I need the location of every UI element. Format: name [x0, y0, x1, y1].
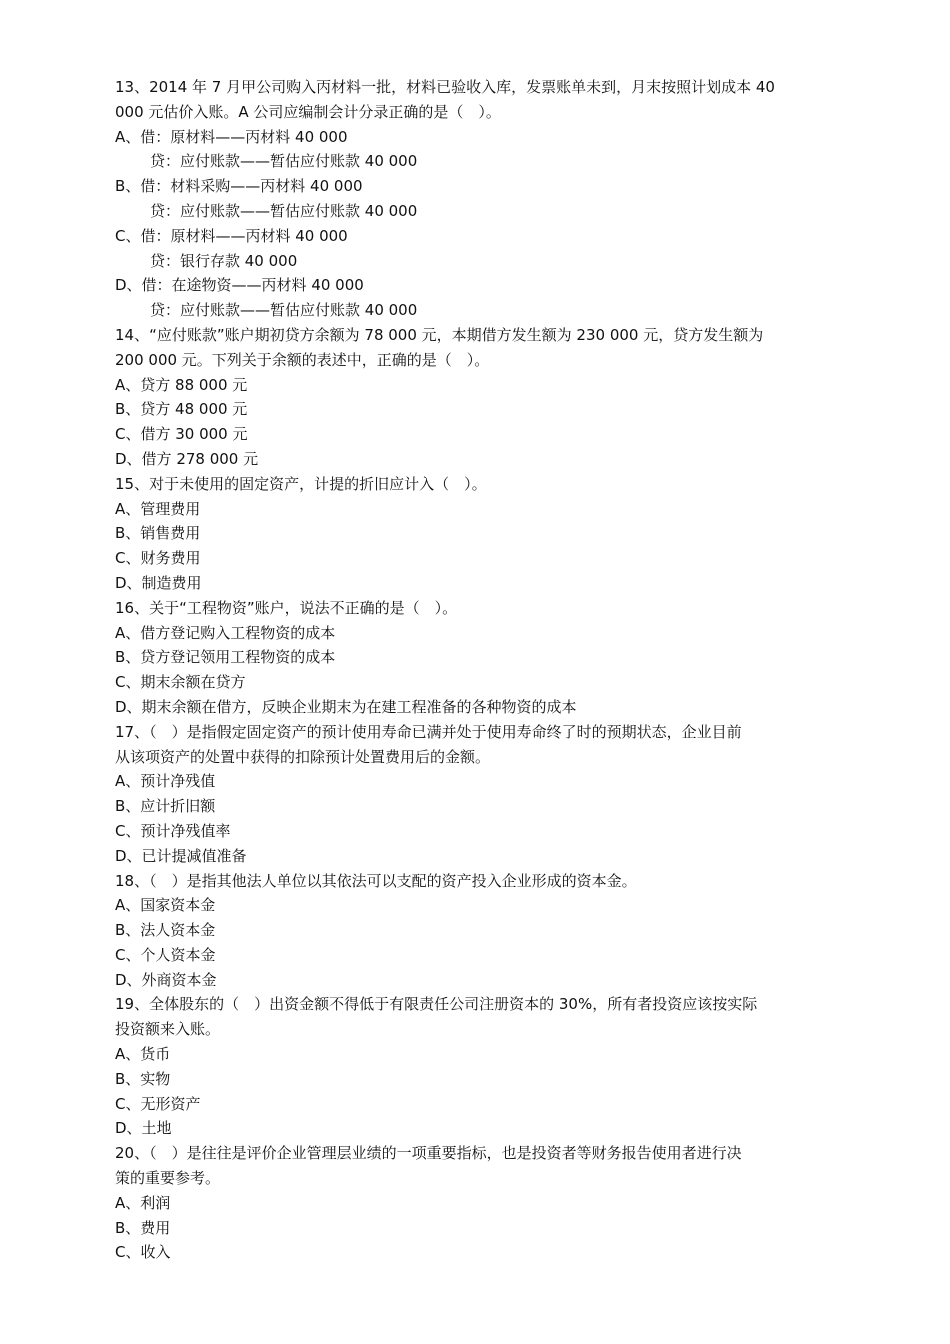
question-block: [115, 992, 835, 1141]
option-line: D、期末余额在借方，反映企业期末为在建工程准备的各种物资的成本: [115, 697, 577, 716]
question-block: [115, 1141, 835, 1265]
document-page: [115, 75, 835, 1265]
option-line: D、借方 278 000 元: [115, 449, 259, 468]
option-line: D、土地: [115, 1119, 172, 1138]
option-line: D、制造费用: [115, 573, 202, 592]
question-stem-line: 20、（ ）是往往是评价企业管理层业绩的一项重要指标，也是投资者等财务报告使用者进行决: [115, 1144, 742, 1163]
question-block: [115, 869, 835, 993]
option-line: B、贷方 48 000 元: [115, 400, 248, 419]
question-stem-line: 17、（ ）是指假定固定资产的预计使用寿命已满并处于使用寿命终了时的预期状态，企业目前: [115, 722, 742, 741]
question-block: [115, 323, 835, 472]
question-stem-line: 19、全体股东的（ ）出资金额不得低于有限责任公司注册资本的 30%，所有者投资应该按实际: [115, 995, 758, 1014]
option-line: C、借：原材料——丙材料 40 000: [115, 226, 348, 245]
option-line: C、收入: [115, 1243, 171, 1262]
question-stem-line: 投资额来入账。: [115, 1020, 221, 1039]
option-line: C、预计净残值率: [115, 821, 231, 840]
option-line: A、贷方 88 000 元: [115, 375, 248, 394]
option-line: A、利润: [115, 1193, 171, 1212]
option-line: C、期末余额在贷方: [115, 673, 246, 692]
option-line: 贷：应付账款——暂估应付账款 40 000: [150, 301, 418, 320]
question-stem-line: 从该项资产的处置中获得的扣除预计处置费用后的金额。: [115, 747, 491, 766]
option-line: C、无形资产: [115, 1094, 201, 1113]
option-line: C、财务费用: [115, 549, 201, 568]
option-line: B、销售费用: [115, 524, 201, 543]
question-block: [115, 75, 835, 323]
option-line: B、实物: [115, 1069, 171, 1088]
option-line: D、外商资本金: [115, 970, 217, 989]
option-line: A、借：原材料——丙材料 40 000: [115, 127, 348, 146]
question-stem-line: 18、（ ）是指其他法人单位以其依法可以支配的资产投入企业形成的资本金。: [115, 871, 637, 890]
option-line: 贷：应付账款——暂估应付账款 40 000: [150, 201, 418, 220]
option-line: A、管理费用: [115, 499, 201, 518]
option-line: B、贷方登记领用工程物资的成本: [115, 648, 336, 667]
option-line: C、个人资本金: [115, 945, 216, 964]
question-block: [115, 720, 835, 869]
option-line: B、借：材料采购——丙材料 40 000: [115, 177, 363, 196]
option-line: D、已计提减值准备: [115, 846, 247, 865]
question-block: [115, 596, 835, 720]
question-stem-line: 200 000 元。下列关于余额的表述中，正确的是（ ）。: [115, 350, 490, 369]
option-line: D、借：在途物资——丙材料 40 000: [115, 276, 364, 295]
option-line: A、货币: [115, 1045, 171, 1064]
question-stem-line: 策的重要参考。: [115, 1169, 221, 1188]
option-line: 贷：银行存款 40 000: [150, 251, 298, 270]
question-stem-line: 000 元估价入账。A 公司应编制会计分录正确的是（ ）。: [115, 102, 501, 121]
question-stem-line: 16、关于“工程物资”账户，说法不正确的是（ ）。: [115, 598, 458, 617]
option-line: 贷：应付账款——暂估应付账款 40 000: [150, 152, 418, 171]
option-line: A、借方登记购入工程物资的成本: [115, 623, 336, 642]
question-stem-line: 13、2014 年 7 月甲公司购入丙材料一批，材料已验收入库，发票账单未到，月末按照计划成本 40: [115, 78, 775, 96]
option-line: A、国家资本金: [115, 896, 216, 915]
option-line: A、预计净残值: [115, 772, 216, 791]
option-line: B、费用: [115, 1218, 171, 1237]
option-line: B、应计折旧额: [115, 797, 216, 816]
question-stem-line: 15、对于未使用的固定资产，计提的折旧应计入（ ）。: [115, 474, 487, 493]
option-line: B、法人资本金: [115, 921, 216, 940]
option-line: C、借方 30 000 元: [115, 425, 248, 444]
question-block: [115, 472, 835, 596]
question-stem-line: 14、“应付账款”账户期初贷方余额为 78 000 元，本期借方发生额为 230 000 元，贷方发生额为: [115, 325, 764, 344]
